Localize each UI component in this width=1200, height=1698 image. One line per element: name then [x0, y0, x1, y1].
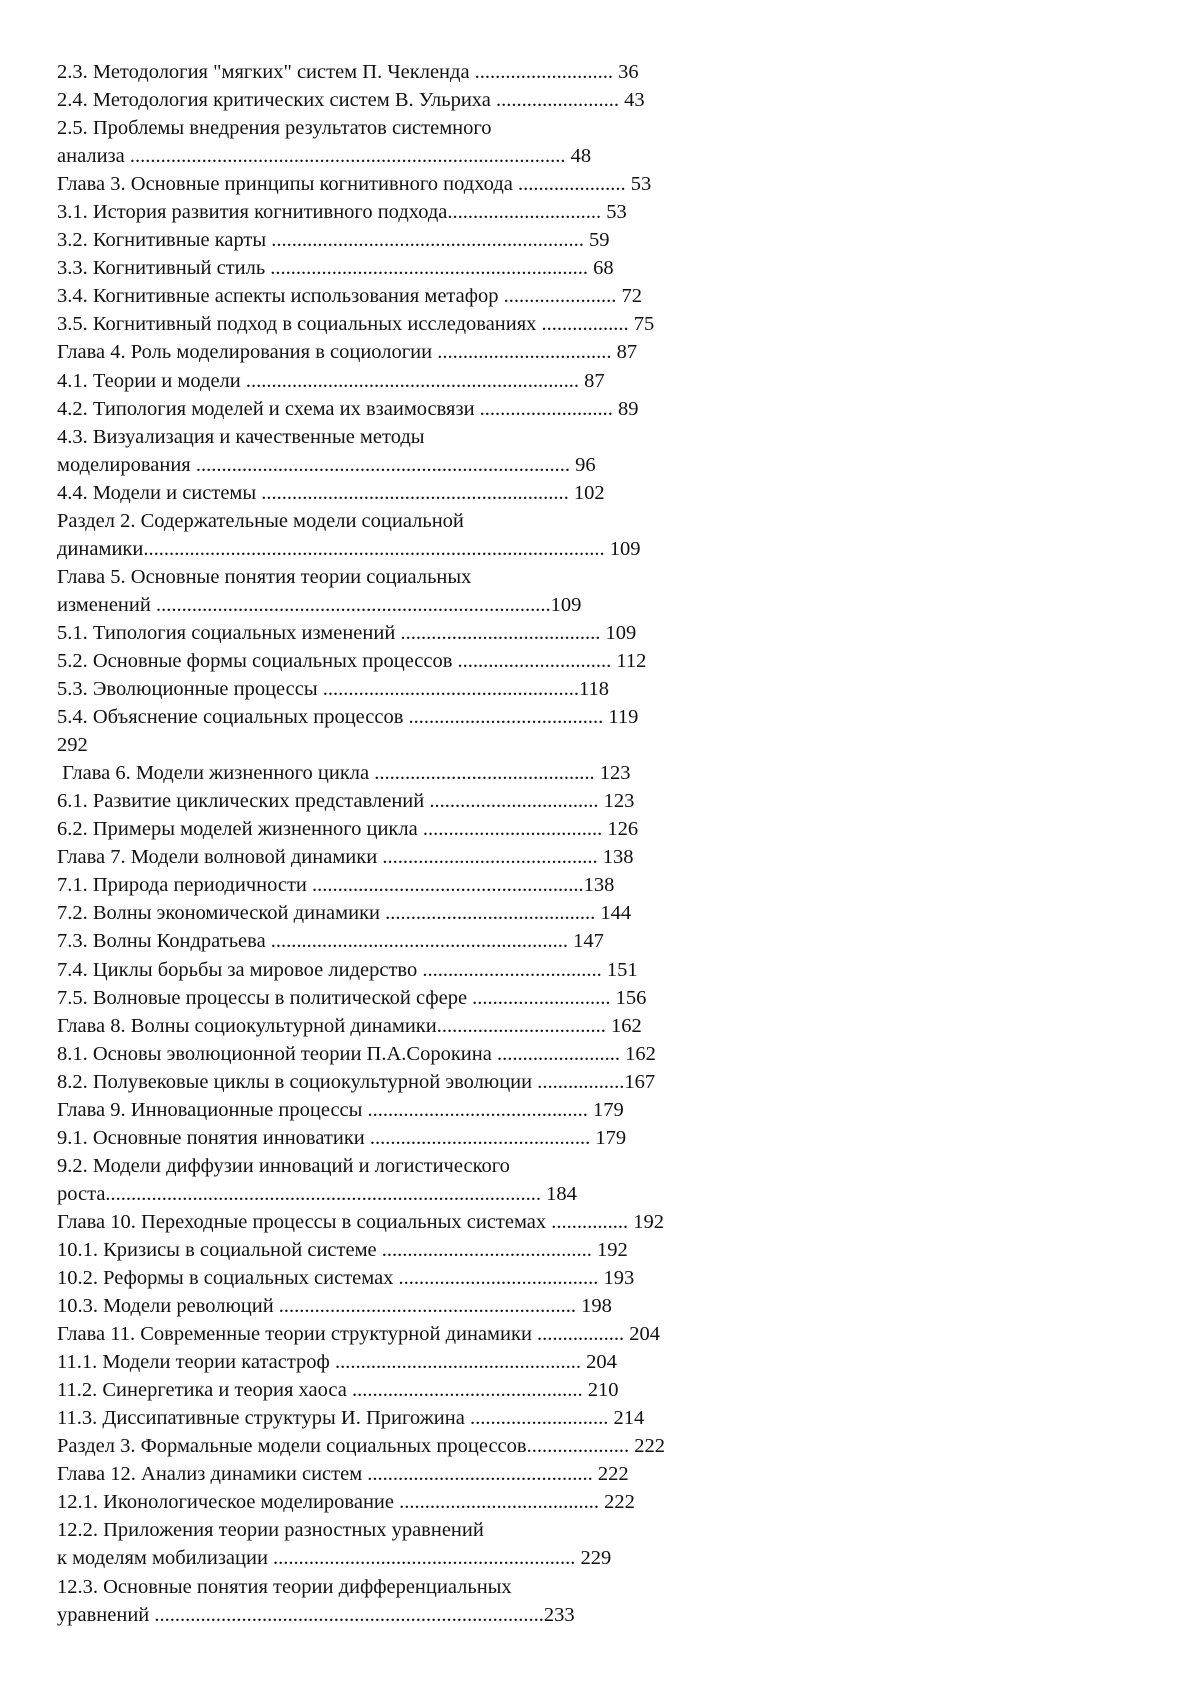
toc-line: Глава 3. Основные принципы когнитивного подхода ..................... 53: [57, 173, 652, 196]
toc-line: 8.1. Основы эволюционной теории П.А.Сорокина ........................ 162: [57, 1042, 656, 1065]
toc-line: 11.3. Диссипативные структуры И. Пригожина ........................... 214: [57, 1407, 645, 1430]
toc-line: 9.2. Модели диффузии инноваций и логистического: [57, 1154, 510, 1177]
toc-line: Глава 8. Волны социокультурной динамики................................. 162: [57, 1014, 642, 1037]
toc-line: роста..................................................................................... 184: [57, 1182, 577, 1205]
toc-line: 5.3. Эволюционные процессы ..................................................118: [57, 678, 609, 701]
toc-line: 11.2. Синергетика и теория хаоса ............................................. 210: [57, 1379, 619, 1402]
toc-line: Раздел 2. Содержательные модели социальной: [57, 509, 464, 532]
toc-line: 7.4. Циклы борьбы за мировое лидерство ................................... 151: [57, 958, 638, 981]
toc-line: 5.1. Типология социальных изменений ....................................... 109: [57, 621, 637, 644]
toc-line: 10.3. Модели революций .......................................................... 198: [57, 1295, 612, 1318]
toc-line: Глава 5. Основные понятия теории социальных: [57, 565, 472, 588]
toc-line: 7.2. Волны экономической динамики ......................................... 144: [57, 902, 632, 925]
toc-line: Глава 7. Модели волновой динамики .......................................... 138: [57, 846, 634, 869]
toc-line: 4.3. Визуализация и качественные методы: [57, 425, 425, 448]
toc-line: 4.2. Типология моделей и схема их взаимосвязи .......................... 89: [57, 397, 639, 420]
toc-line: 7.5. Волновые процессы в политической сфере ........................... 156: [57, 986, 647, 1009]
toc-line: 12.3. Основные понятия теории дифференциальных: [57, 1575, 512, 1598]
toc-line: 2.5. Проблемы внедрения результатов системного: [57, 117, 492, 140]
toc-line: 5.4. Объяснение социальных процессов ...................................... 119: [57, 706, 639, 729]
toc-line: 3.5. Когнитивный подход в социальных исследованиях ................. 75: [57, 313, 655, 336]
toc-line: Глава 12. Анализ динамики систем ............................................ 222: [57, 1463, 629, 1486]
toc-line: 292: [57, 734, 88, 757]
toc-line: 2.4. Методология критических систем В. Ульриха ........................ 43: [57, 89, 645, 112]
table-of-contents: [57, 58, 817, 1629]
toc-line: 7.3. Волны Кондратьева .......................................................... 147: [57, 930, 604, 953]
toc-line: Глава 6. Модели жизненного цикла ........................................... 123: [57, 762, 631, 785]
toc-line: Глава 9. Инновационные процессы ........................................... 179: [57, 1098, 624, 1121]
toc-line: 2.3. Методология "мягких" систем П. Чекленда ........................... 36: [57, 61, 639, 83]
toc-line: 11.1. Модели теории катастроф ................................................ 204: [57, 1351, 617, 1374]
toc-line: динамики.......................................................................................... 109: [57, 537, 641, 560]
toc-line: Глава 11. Современные теории структурной динамики ................. 204: [57, 1323, 661, 1346]
toc-line: 4.4. Модели и системы ............................................................ 102: [57, 481, 605, 504]
toc-line: анализа ..................................................................................... 48: [57, 145, 592, 168]
toc-line: изменений .............................................................................109: [57, 593, 582, 616]
toc-line: Глава 4. Роль моделирования в социологии .................................. 87: [57, 341, 638, 364]
toc-line: 3.2. Когнитивные карты ............................................................. 59: [57, 229, 610, 252]
toc-line: моделирования ......................................................................... 96: [57, 453, 596, 476]
toc-line: 7.1. Природа периодичности .....................................................138: [57, 874, 615, 897]
toc-line: 4.1. Теории и модели ................................................................. 87: [57, 369, 605, 392]
toc-line: 12.1. Иконологическое моделирование ....................................... 222: [57, 1491, 635, 1514]
toc-line: 3.1. История развития когнитивного подхода.............................. 53: [57, 201, 627, 224]
toc-line: 10.1. Кризисы в социальной системе ......................................... 192: [57, 1238, 628, 1261]
toc-line: Раздел 3. Формальные модели социальных процессов.................... 222: [57, 1435, 665, 1458]
toc-line: 12.2. Приложения теории разностных уравнений: [57, 1519, 484, 1542]
toc-line: 6.2. Примеры моделей жизненного цикла ................................... 126: [57, 818, 639, 841]
toc-line: 8.2. Полувековые циклы в социокультурной эволюции .................167: [57, 1070, 656, 1093]
toc-line: 3.4. Когнитивные аспекты использования метафор ...................... 72: [57, 285, 643, 308]
toc-line: 9.1. Основные понятия инноватики ........................................... 179: [57, 1126, 627, 1149]
toc-line: 3.3. Когнитивный стиль .............................................................. 68: [57, 257, 614, 280]
toc-line: уравнений ............................................................................233: [57, 1603, 575, 1626]
toc-line: к моделям мобилизации ........................................................... 229: [57, 1547, 612, 1570]
toc-line: 6.1. Развитие циклических представлений ................................. 123: [57, 790, 635, 813]
toc-line: Глава 10. Переходные процессы в социальных системах ............... 192: [57, 1210, 665, 1233]
toc-line: 10.2. Реформы в социальных системах ....................................... 193: [57, 1267, 635, 1290]
toc-line: 5.2. Основные формы социальных процессов .............................. 112: [57, 649, 647, 672]
